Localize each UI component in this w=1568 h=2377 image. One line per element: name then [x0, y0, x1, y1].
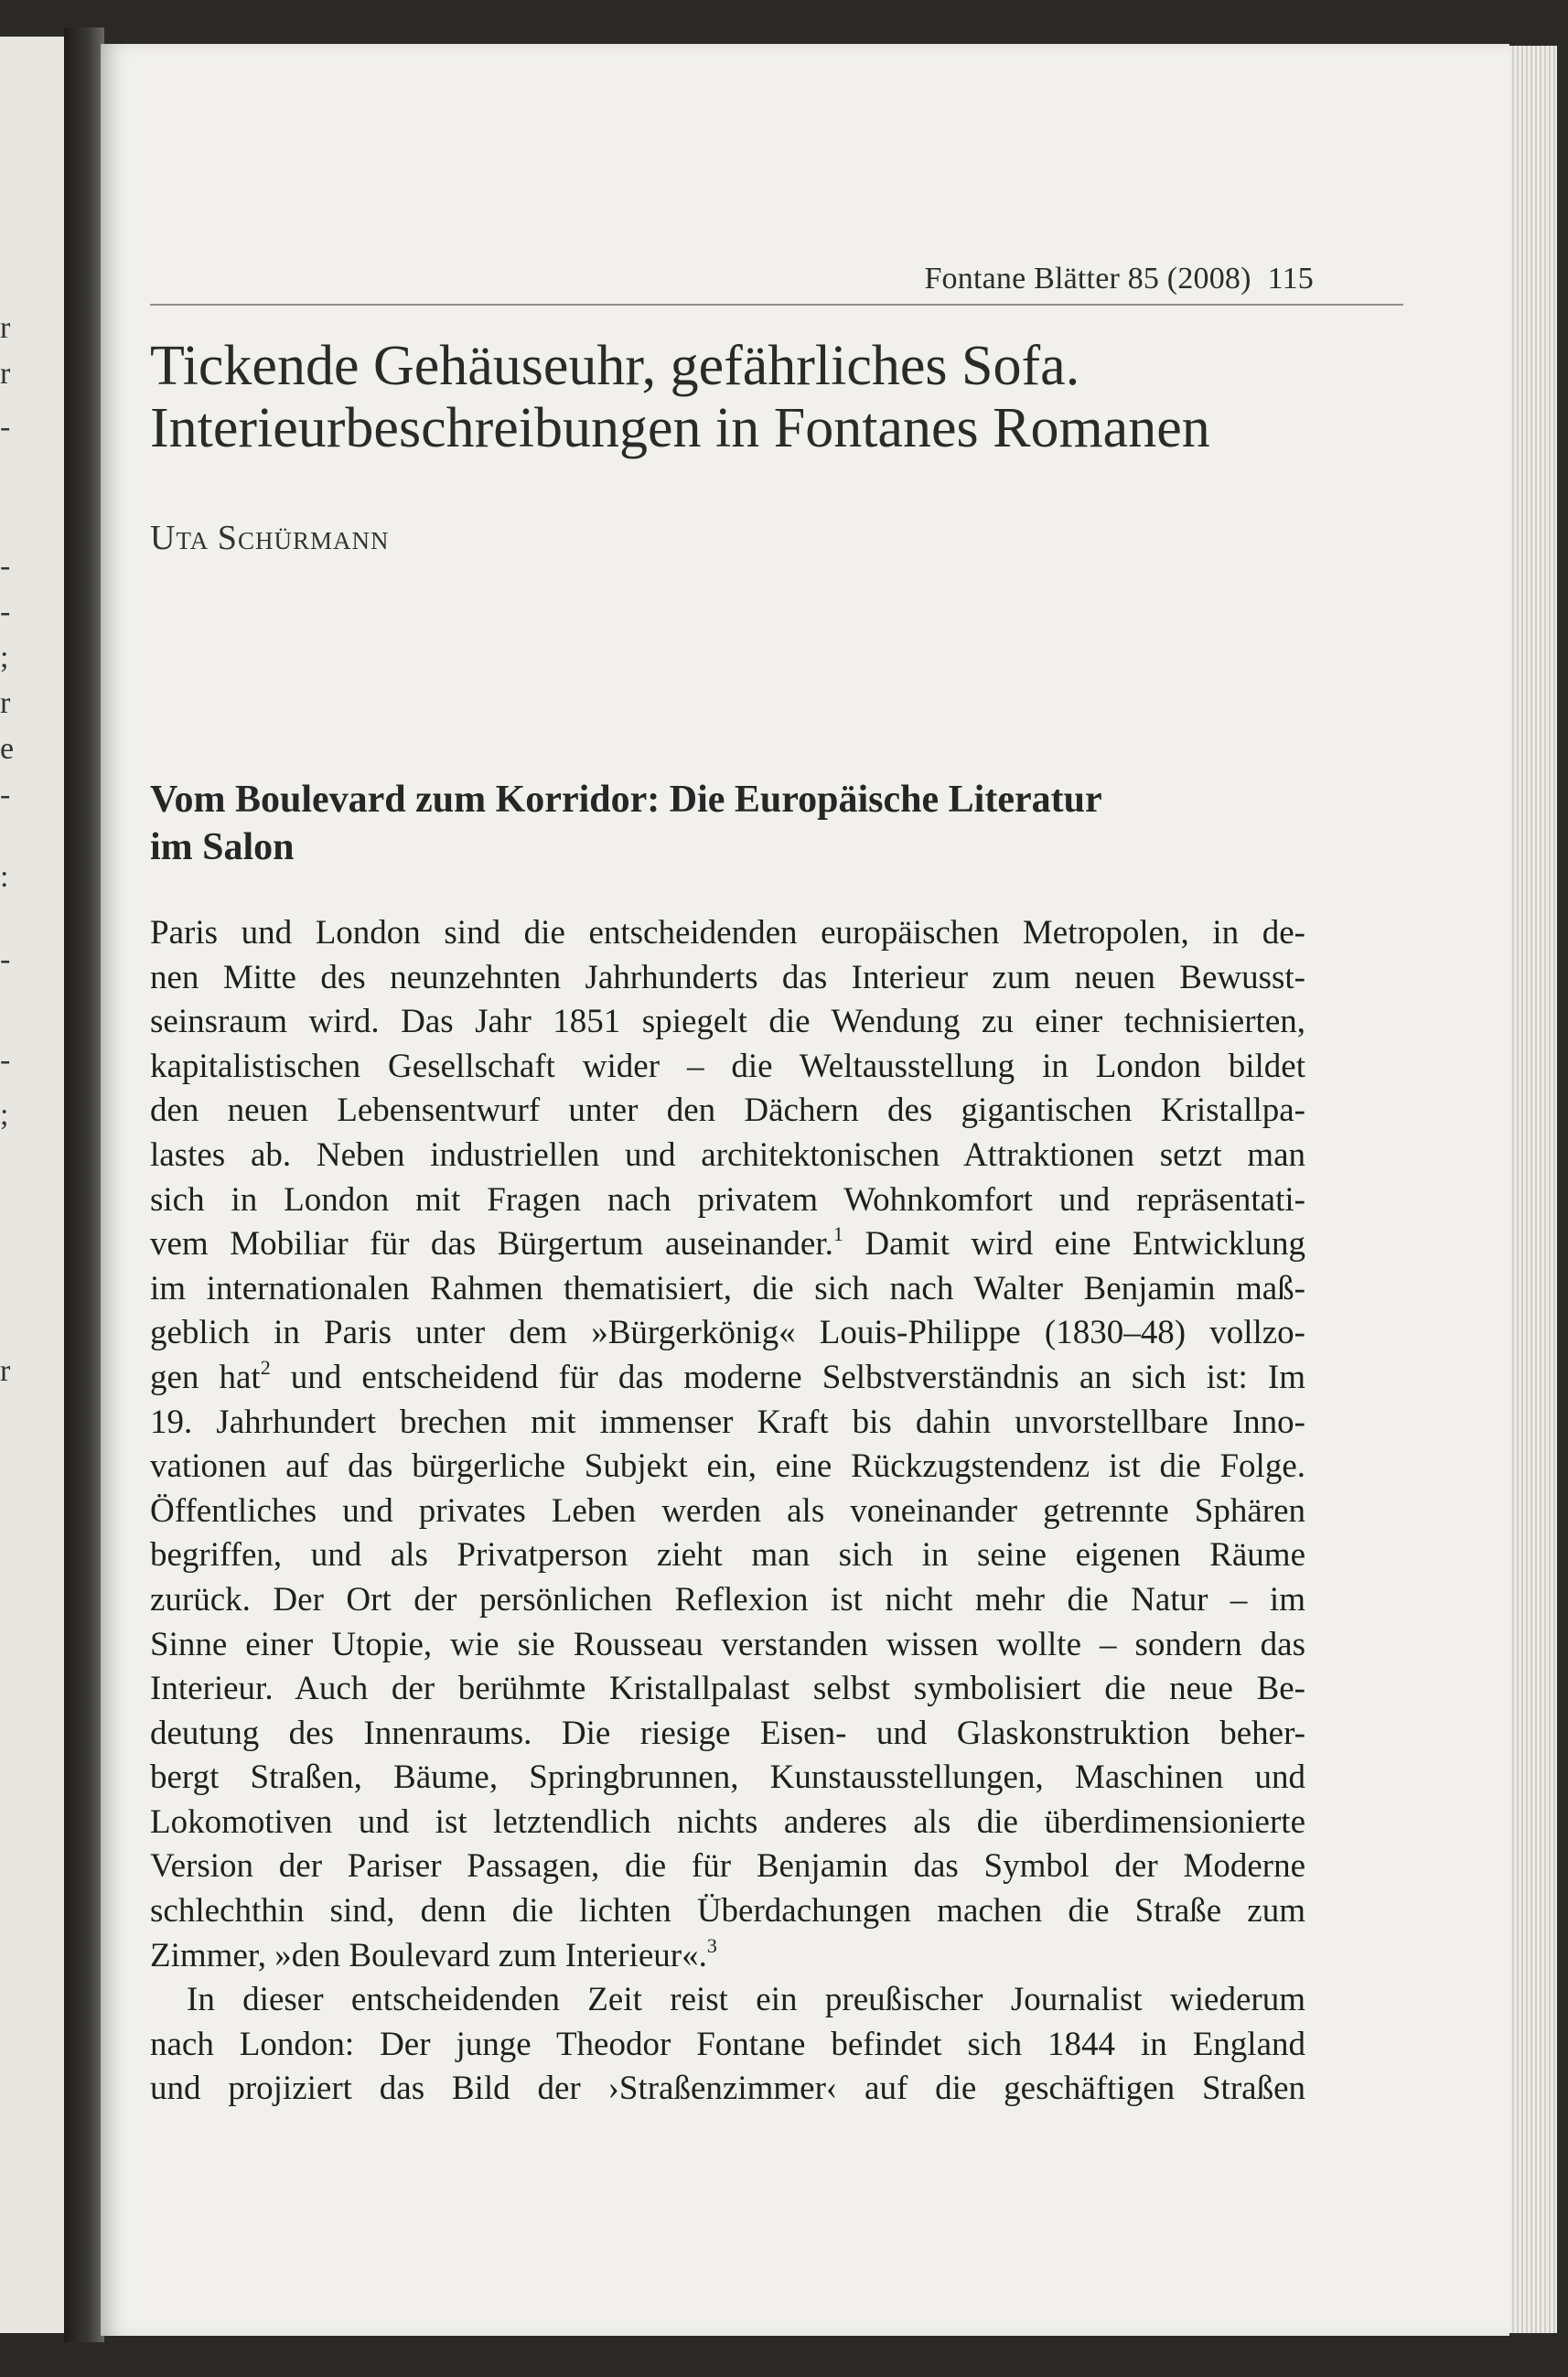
book-gutter [64, 27, 104, 2342]
text-line: schlechthin sind, denn die lichten Überdachungen machen die Straße zum [150, 1892, 1305, 1931]
text-line: In dieser entscheidenden Zeit reist ein preußischer Journalist wiederum [187, 1981, 1305, 2019]
section-heading-line-2: im Salon [150, 826, 295, 868]
title-line-2: Interieurbeschreibungen in Fontanes Romanen [150, 397, 1210, 459]
text-segment: vem Mobiliar für das Bürgertum auseinander. [150, 1225, 833, 1264]
running-head [924, 262, 1314, 296]
text-line: Version der Pariser Passagen, die für Benjamin das Symbol der Moderne [150, 1847, 1305, 1886]
text-line: nach London: Der junge Theodor Fontane befindet sich 1844 in England [150, 2025, 1305, 2063]
left-page-mark: ; [0, 640, 9, 674]
text-line: bergt Straßen, Bäume, Springbrunnen, Kunstausstellungen, Maschinen und [150, 1759, 1305, 1797]
section-heading-line-1: Vom Boulevard zum Korridor: Die Europäische Literatur [150, 779, 1102, 821]
text-line [150, 1356, 1305, 1401]
left-page-mark: - [0, 410, 11, 444]
left-page-mark: : [0, 860, 9, 894]
text-segment: und entscheidend für das moderne Selbstverständnis an sich ist: Im [270, 1358, 1306, 1396]
text-segment: Zimmer, »den Boulevard zum Interieur«. [150, 1936, 707, 1974]
author-first-initial: U [150, 519, 177, 557]
text-segment: gen hat [150, 1358, 261, 1396]
text-line: geblich in Paris unter dem »Bürgerkönig« Louis-Philippe (1830–48) vollzo- [150, 1314, 1305, 1352]
section-heading [150, 776, 1412, 871]
text-line: lastes ab. Neben industriellen und architektonischen Attraktionen setzt man [150, 1135, 1305, 1174]
text-line: seinsraum wird. Das Jahr 1851 spiegelt die Wendung zu einer technisierten, [150, 1003, 1305, 1041]
text-line: Lokomotiven und ist letztendlich nichts anderes als die überdimensionierte [150, 1802, 1305, 1841]
body-text [150, 911, 1305, 2112]
left-page-mark: r [0, 357, 11, 391]
left-page-mark: r [0, 311, 11, 345]
author-first-rest: TA [176, 527, 209, 554]
footnote-ref-1[interactable]: 1 [832, 1222, 843, 1246]
footnote-ref-3[interactable]: 3 [706, 1933, 717, 1957]
left-page-mark: r [0, 686, 11, 720]
left-page-mark: - [0, 595, 11, 629]
journal-citation: Fontane Blätter 85 (2008) [924, 262, 1251, 296]
header-rule [150, 304, 1403, 306]
text-line: Paris und London sind die entscheidenden europäischen Metropolen, in de- [150, 914, 1305, 952]
text-line: Öffentliches und privates Leben werden als voneinander getrennte Sphären [150, 1491, 1305, 1530]
text-line: zurück. Der Ort der persönlichen Reflexion ist nicht mehr die Natur – im [150, 1580, 1305, 1619]
text-line: deutung des Innenraums. Die riesige Eisen- und Glaskonstruktion beher- [150, 1714, 1305, 1752]
author-last-initial: S [217, 519, 238, 557]
text-line [150, 1934, 1305, 1979]
left-page-mark: - [0, 549, 11, 583]
text-line: im internationalen Rahmen thematisiert, die sich nach Walter Benjamin maß- [150, 1269, 1305, 1307]
text-line: kapitalistischen Gesellschaft wider – die Weltausstellung in London bildet [150, 1047, 1305, 1085]
text-line [150, 1222, 1305, 1267]
text-segment: Damit wird eine Entwicklung [843, 1225, 1306, 1264]
footnote-ref-2[interactable]: 2 [260, 1355, 271, 1379]
left-page-mark: ; [0, 1098, 9, 1132]
journal-page [101, 44, 1509, 2336]
text-line: nen Mitte des neunzehnten Jahrhunderts das Interieur zum neuen Bewusst- [150, 958, 1305, 996]
text-line: und projiziert das Bild der ›Straßenzimmer‹ auf die geschäftigen Straßen [150, 2070, 1305, 2108]
text-line: Interieur. Auch der berühmte Kristallpalast selbst symbolisiert die neue Be- [150, 1670, 1305, 1708]
article-title [150, 335, 1422, 459]
left-facing-page [0, 37, 71, 2333]
page-number: 115 [1267, 262, 1314, 296]
text-line: den neuen Lebensentwurf unter den Dächern des gigantischen Kristallpa- [150, 1092, 1305, 1130]
left-page-mark: r [0, 1354, 11, 1388]
text-line: sich in London mit Fragen nach privatem Wohnkomfort und repräsentati- [150, 1180, 1305, 1219]
text-line: vationen auf das bürgerliche Subjekt ein, eine Rückzugstendenz ist die Folge. [150, 1447, 1305, 1486]
text-line: 19. Jahrhundert brechen mit immenser Kraft bis dahin unvorstellbare Inno- [150, 1403, 1305, 1441]
left-page-mark: e [0, 732, 15, 766]
title-line-1: Tickende Gehäuseuhr, gefährliches Sofa. [150, 335, 1080, 397]
text-line: Sinne einer Utopie, wie sie Rousseau verstanden wissen wollte – sondern das [150, 1625, 1305, 1663]
author-name [150, 518, 389, 558]
text-line: begriffen, und als Privatperson zieht man sich in seine eigenen Räume [150, 1536, 1305, 1575]
left-page-mark: - [0, 1043, 11, 1077]
left-page-mark: - [0, 778, 11, 812]
author-last-rest: CHÜRMANN [237, 527, 390, 554]
left-page-mark: - [0, 942, 11, 976]
